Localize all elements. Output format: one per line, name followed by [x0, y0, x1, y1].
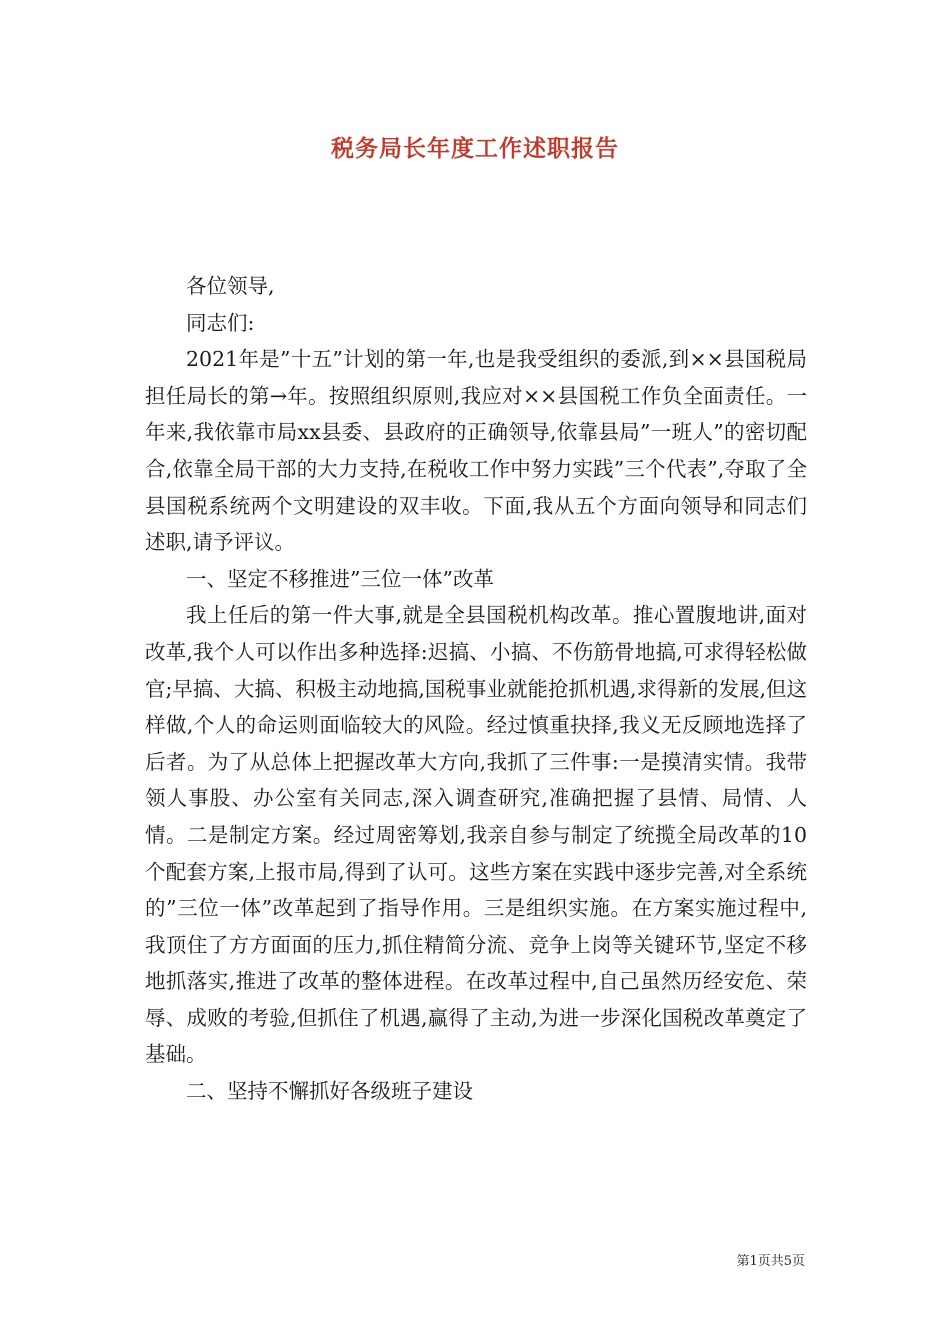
- salutation-leaders: 各位领导,: [186, 274, 275, 298]
- document-title: 税务局长年度工作述职报告: [331, 135, 619, 162]
- section-1-paragraph: 我上任后的第一件大事,就是全县国税机构改革。推心置腹地讲,面对改革,我个人可以作出多种选择:迟搞、小搞、不伤筋骨地搞,可求得轻松做官;早搞、大搞、积极主动地搞,国税事业就能抢抓机遇,求得新的发展,但这样做,个人的命运则面临较大的风险。经过慎重抉择,我义无反顾地选择了后者。为了从总体上把握改革大方向,我抓了三件事:一是摸清实情。我带领人事股、办公室有关同志,深入调查研究,准确把握了县情、局情、人情。二是制定方案。经过周密筹划,我亲自参与制定了统揽全局改革的10个配套方案,上报市局,得到了认可。这些方案在实践中逐步完善,对全系统的”三位一体”改革起到了指导作用。三是组织实施。在方案实施过程中,我顶住了方方面面的压力,抓住精简分流、竞争上岗等关键环节,坚定不移地抓落实,推进了改革的整体进程。在改革过程中,自己虽然历经安危、荣辱、成败的考验,但抓住了机遇,赢得了主动,为进一步深化国税改革奠定了基础。: [145, 603, 807, 1067]
- section-heading-2: 二、坚持不懈抓好各级班子建设: [186, 1079, 473, 1104]
- salutation-comrades: 同志们:: [186, 310, 255, 335]
- section-heading-1: 一、坚定不移推进”三位一体”改革: [186, 566, 494, 591]
- document-body: [145, 268, 807, 1110]
- page-number: 第1页共5页: [736, 1254, 805, 1269]
- intro-paragraph: 2021年是”十五”计划的第一年,也是我受组织的委派,到××县国税局担任局长的第→年。按照组织原则,我应对××县国税工作负全面责任。一年来,我依靠市局xx县委、县政府的正确领导,依靠县局”一班人”的密切配合,依靠全局干部的大力支持,在税收工作中努力实践”三个代表”,夺取了全县国税系统两个文明建设的双丰收。下面,我从五个方面向领导和同志们述职,请予评议。: [145, 347, 807, 555]
